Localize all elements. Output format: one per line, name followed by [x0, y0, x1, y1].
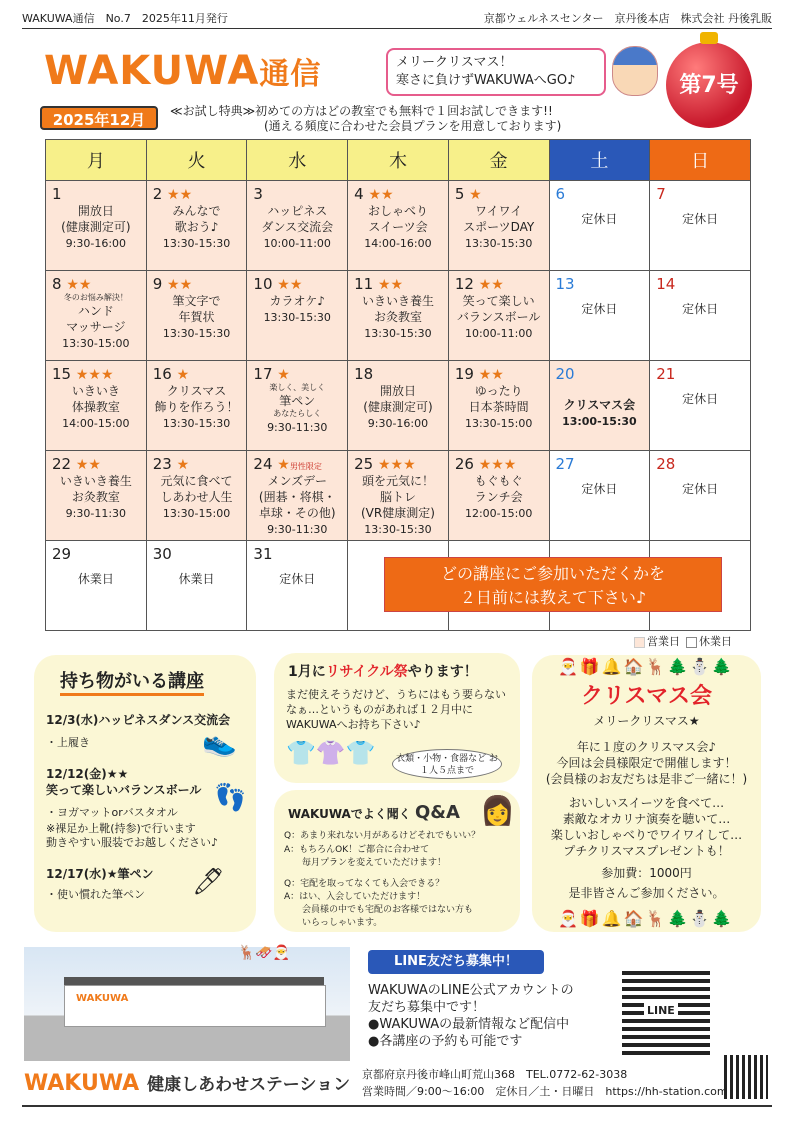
qa-line: Q：宅配を取ってなくても入会できる？: [284, 879, 445, 889]
items-line: 笑って楽しいバランスボール: [46, 783, 202, 797]
qa-title-b: Q&A: [415, 802, 460, 823]
line-text-3: ●WAKUWAの最新情報など配信中: [368, 1017, 570, 1032]
calendar-day-cell: [650, 271, 751, 361]
day-number: [650, 361, 750, 383]
calendar-day-cell: [247, 271, 348, 361]
day-number-text: 31: [253, 545, 273, 563]
event-tm: 10:00-11:00: [464, 327, 533, 340]
xmas-line: (会員様のお友だちは是非ご一緒に！): [545, 772, 748, 786]
top-header-line: [22, 10, 772, 29]
event-tm: 9:30-11:30: [267, 421, 328, 434]
logo-brand: WAKUWA: [44, 48, 260, 94]
calendar-week-row: [46, 271, 751, 361]
day-number: [449, 451, 549, 473]
calendar-day-cell: [448, 451, 549, 541]
day-number: [550, 541, 650, 545]
event-l2: ダンス交流会: [261, 220, 334, 234]
day-number: [247, 271, 347, 293]
event-tiny: 楽しく、美しく: [269, 383, 326, 392]
items-line: ・上履き: [46, 736, 90, 749]
difficulty-stars: ★★★: [377, 457, 416, 473]
line-text-4: ●各講座の予約も可能です: [368, 1034, 523, 1049]
event-l1: 定休日: [581, 302, 618, 316]
qa-panel: [274, 790, 520, 932]
weekday-fri: 金: [448, 140, 549, 181]
event-l1: いきいき: [71, 384, 120, 398]
open-day-swatch: [634, 637, 645, 648]
day-number: [348, 541, 448, 545]
event-tiny: 冬のお悩み解決！: [63, 293, 128, 302]
calendar-day-cell: [46, 181, 147, 271]
footer-tagline: 健康しあわせステーション: [147, 1075, 351, 1095]
bubble-line2: 寒さに負けずWAKUWAへGO♪: [396, 73, 576, 88]
footer-brand: WAKUWA: [24, 1071, 140, 1096]
event-l1: 定休日: [682, 302, 719, 316]
qa-line: いらっしゃいます。: [284, 918, 383, 928]
event-tm: 10:00-11:00: [263, 237, 331, 250]
event-l1: ハッピネス: [267, 204, 328, 218]
speech-bubble: [386, 48, 606, 96]
calendar-day-cell: [247, 181, 348, 271]
day-number: [650, 451, 750, 473]
calendar-day-cell: [348, 361, 449, 451]
brush-pen-icon: 🖊: [192, 867, 226, 897]
xmas-line: メリークリスマス★: [593, 714, 700, 728]
calendar-day-cell: [46, 451, 147, 541]
day-number: [147, 541, 247, 563]
difficulty-stars: ★: [469, 187, 482, 203]
calendar-day-cell: [549, 361, 650, 451]
day-number-text: 24: [253, 455, 273, 473]
calendar-day-cell: [46, 361, 147, 451]
weekday-sun: 日: [650, 140, 751, 181]
calendar-day-cell: [146, 271, 247, 361]
day-number-text: 13: [555, 275, 575, 293]
xmas-line: 楽しいおしゃべりでワイワイして…: [550, 828, 743, 842]
event-l2: バランスボール: [456, 310, 541, 324]
event-l1: いきいき養生: [361, 294, 434, 308]
day-number: [46, 451, 146, 473]
event-l1: 休業日: [178, 572, 215, 586]
day-number-text: 16: [152, 365, 172, 383]
calendar-legend: [634, 633, 732, 649]
calendar-day-cell: [46, 541, 147, 631]
line-text-1: WAKUWAのLINE公式アカウントの: [368, 983, 574, 998]
event-l1: ワイワイ: [475, 204, 523, 218]
calendar-day-cell: [448, 361, 549, 451]
event-l1: 定休日: [682, 392, 719, 406]
day-number-text: 27: [555, 455, 575, 473]
recycle-title: [288, 661, 478, 681]
calendar-day-cell: [348, 181, 449, 271]
qa-title: [288, 802, 460, 823]
day-number: [550, 361, 650, 383]
xmas-title: クリスマス会: [580, 684, 713, 709]
publisher-info: 京都ウェルネスセンター 京丹後本店 株式会社 丹後乳販: [483, 12, 772, 25]
event-l2: 歌おう♪: [174, 220, 219, 234]
xmas-line: 是非皆さんご参加ください。: [568, 886, 725, 900]
day-number: [449, 181, 549, 203]
sneaker-icon: 👟: [202, 725, 237, 758]
difficulty-stars: ★★★: [75, 367, 114, 383]
event-tm: 13:00-15:30: [562, 415, 637, 428]
event-l1: いきいき養生: [59, 474, 132, 488]
calendar-day-cell: [549, 271, 650, 361]
day-number: [348, 451, 448, 473]
event-l1: 定休日: [581, 482, 618, 496]
event-l1: みんなで: [172, 204, 221, 218]
day-number: [147, 451, 247, 473]
issue-info: WAKUWA通信 No.7 2025年11月発行: [22, 12, 228, 25]
day-number: [147, 271, 247, 293]
difficulty-stars: ★: [277, 457, 290, 473]
event-l2: 年賀状: [178, 310, 215, 324]
event-l2: お灸教室: [71, 490, 120, 504]
logo-suffix: 通信: [259, 57, 322, 92]
notice-banner: [384, 557, 722, 612]
calendar-day-cell: [448, 271, 549, 361]
event-l2: (健康測定可): [363, 400, 433, 414]
qa-title-a: WAKUWAでよく聞く: [288, 807, 411, 821]
calendar-day-cell: [549, 181, 650, 271]
event-l1: 元気に食べて: [160, 474, 233, 488]
day-number: [147, 361, 247, 383]
legend-closed: 休業日: [699, 635, 732, 648]
difficulty-stars: ★★: [75, 457, 101, 473]
event-l1: 定休日: [682, 482, 719, 496]
items-line: 12/17(水)★筆ペン: [46, 867, 154, 881]
day-number-text: 28: [656, 455, 676, 473]
qa-line: A：はい、入会していただけます！: [284, 892, 426, 902]
items-line: 12/3(水)ハッピネスダンス交流会: [46, 713, 231, 727]
bubble-line1: メリークリスマス！: [396, 55, 513, 70]
issue-number: 第7号: [679, 73, 739, 98]
footer-divider: [22, 1105, 772, 1107]
christmas-decoration-icons-bottom: 🎅🎁🔔🏠🦌🌲⛄🌲: [558, 909, 734, 928]
event-tm: 13:30-15:30: [162, 327, 231, 340]
day-number: [348, 361, 448, 383]
santa-sleigh-icon: 🦌🛷🎅: [238, 945, 291, 961]
day-number: [46, 361, 146, 383]
day-number: [147, 181, 247, 203]
event-l1: 開放日: [77, 204, 114, 218]
footer-info: [362, 1066, 728, 1100]
day-number: [247, 181, 347, 203]
event-tm: 14:00-15:00: [62, 417, 130, 430]
qa-line: A：もちろんOK！ご都合に合わせて: [284, 845, 430, 855]
calendar-day-cell: [549, 451, 650, 541]
xmas-line: 参加費：1000円: [601, 866, 692, 880]
clothes-icon: 👕👚👕: [286, 739, 376, 767]
difficulty-stars: ★★★: [478, 457, 517, 473]
weekday-wed: 水: [247, 140, 348, 181]
recycle-title-b: リサイクル祭: [325, 664, 408, 680]
event-tm: 13:30-15:30: [364, 327, 432, 340]
xmas-line: 年に１度のクリスマス会♪: [576, 740, 717, 754]
event-l1: 定休日: [279, 572, 316, 586]
items-line: 動きやすい服装でお越しください♪: [46, 836, 219, 849]
christmas-party-panel: [532, 655, 761, 932]
footer-address: 京都府京丹後市峰山町荒山368 TEL.0772-62-3038: [362, 1068, 628, 1081]
difficulty-stars: ★★: [277, 277, 303, 293]
event-tiny2: あなたらしく: [273, 409, 322, 418]
day-number: [247, 451, 347, 473]
intro-line1: ≪お試し特典≫初めての方はどの教室でも無料で１回お試しできます!!: [170, 104, 553, 118]
event-l1: 開放日: [379, 384, 416, 398]
day-number: [550, 451, 650, 473]
footer-logo: [24, 1070, 350, 1096]
calendar-day-cell: [650, 451, 751, 541]
closed-day-swatch: [686, 637, 697, 648]
event-l2: しあわせ人生: [160, 490, 233, 504]
weekday-tue: 火: [146, 140, 247, 181]
line-qr-code[interactable]: [618, 963, 714, 1059]
items-line: ・ヨガマットorバスタオル: [46, 806, 178, 819]
legend-open: 営業日: [647, 635, 680, 648]
items-line: ・使い慣れた筆ペン: [46, 888, 145, 901]
difficulty-stars: ★★: [377, 277, 404, 293]
items-needed-panel: [34, 655, 256, 932]
weekday-thu: 木: [348, 140, 449, 181]
qa-line: Q：あまり来れない月があるけどそれでもいい？: [284, 831, 481, 841]
difficulty-stars: ★★: [368, 187, 394, 203]
notice-line1: どの講座にご参加いただくかを: [440, 564, 665, 583]
event-l2: ランチ会: [474, 490, 523, 504]
day-number-text: 6: [555, 185, 566, 203]
recycle-panel: [274, 653, 520, 783]
line-body: [368, 982, 574, 1050]
day-number-text: 5: [454, 185, 465, 203]
event-l1: クリスマス: [166, 384, 227, 398]
event-tm: 14:00-16:00: [364, 237, 432, 250]
calendar-week-row: [46, 361, 751, 451]
calendar-day-cell: [146, 181, 247, 271]
day-number-text: 12: [454, 275, 474, 293]
event-tm: 13:30-15:30: [364, 523, 432, 536]
event-l2: 日本茶時間: [468, 400, 529, 414]
difficulty-stars: ★: [277, 367, 290, 383]
event-tm: 13:30-15:30: [263, 311, 331, 324]
event-l2: (囲碁・将棋・: [258, 490, 336, 504]
day-number-text: 9: [152, 275, 163, 293]
event-l2: お灸教室: [373, 310, 422, 324]
recycle-title-a: 1月に: [288, 664, 326, 680]
difficulty-stars: ★★: [478, 367, 504, 383]
christmas-ornament-issue-badge: [666, 42, 752, 128]
event-tm: 13:30-15:30: [162, 237, 231, 250]
footprint-icon: 👣: [214, 783, 247, 813]
day-number-text: 19: [454, 365, 474, 383]
event-tm: 13:30-15:30: [464, 237, 533, 250]
event-tm: 13:30-15:30: [162, 417, 231, 430]
day-number-text: 30: [152, 545, 172, 563]
event-l2: 体操教室: [71, 400, 120, 414]
recycle-note: 衣類・小物・食器など お１人５点まで: [392, 749, 502, 779]
calendar-day-cell: [146, 451, 247, 541]
day-number-text: 8: [52, 275, 62, 293]
event-l1: 笑って楽しい: [462, 294, 535, 308]
calendar-day-cell: [348, 451, 449, 541]
event-l1: 筆文字で: [172, 294, 221, 308]
calendar-week-row: [46, 181, 751, 271]
footer-hours: 営業時間／9:00～16:00 定休日／土・日曜日 https://hh-station.com: [362, 1085, 728, 1098]
event-tm: 13:30-15:00: [464, 417, 533, 430]
day-number-text: 22: [52, 455, 72, 473]
weekday-sat: 土: [549, 140, 650, 181]
event-l2: マッサージ: [66, 320, 126, 334]
day-number: [247, 361, 347, 383]
event-tm: 9:30-11:30: [267, 523, 328, 536]
day-number: [550, 271, 650, 293]
day-number-text: 29: [52, 545, 72, 563]
difficulty-stars: ★★: [167, 187, 193, 203]
day-number: [46, 271, 146, 293]
event-tag: 男性限定: [289, 462, 322, 471]
event-l2: 脳トレ: [379, 490, 416, 504]
qa-line: 会員様の中でも宅配のお客様ではない方も: [284, 905, 474, 915]
newsletter-logo: [44, 48, 321, 94]
calendar-day-cell: [146, 541, 247, 631]
items-line: 12/12(金)★★: [46, 767, 129, 781]
difficulty-stars: ★★: [478, 277, 504, 293]
event-l1: メンズデー: [267, 474, 327, 488]
day-number: [550, 181, 650, 203]
event-l1: 定休日: [581, 212, 618, 226]
day-number-text: 4: [354, 185, 364, 203]
event-l1: おしゃべり: [367, 204, 428, 218]
event-l1: 筆ペン: [279, 394, 316, 408]
calendar-day-cell: [448, 181, 549, 271]
calendar-day-cell: [348, 271, 449, 361]
event-tm: 9:30-16:00: [65, 237, 127, 250]
weekday-mon: 月: [46, 140, 147, 181]
qa-line: 毎月プランを変えていただけます！: [284, 858, 447, 868]
event-tm: 13:30-15:00: [162, 507, 231, 520]
day-number: [348, 181, 448, 203]
christmas-decoration-icons: 🎅🎁🔔🏠🦌🌲⛄🌲: [558, 657, 734, 676]
day-number: [46, 541, 146, 563]
difficulty-stars: ★: [176, 457, 190, 473]
difficulty-stars: ★★: [66, 277, 92, 293]
day-number-text: 2: [152, 185, 163, 203]
day-number-text: 23: [152, 455, 172, 473]
xmas-line: 今回は会員様限定で開催します！: [556, 756, 737, 770]
website-qr-code[interactable]: [724, 1055, 768, 1099]
day-number-text: 26: [454, 455, 474, 473]
day-number-text: 7: [656, 185, 666, 203]
event-l1: クリスマス会: [563, 398, 636, 412]
event-l3: (VR健康測定): [361, 506, 435, 520]
day-number: [247, 541, 347, 563]
calendar-day-cell: [650, 181, 751, 271]
xmas-line: 素敵なオカリナ演奏を聴いて…: [562, 812, 731, 826]
weekday-header-row: [46, 140, 751, 181]
event-l2: スポーツDAY: [463, 220, 535, 234]
day-number-text: 15: [52, 365, 72, 383]
day-number-text: 3: [253, 185, 263, 203]
event-l3: 卓球・その他): [258, 506, 336, 520]
day-number: [650, 181, 750, 203]
event-l1: 休業日: [77, 572, 114, 586]
calendar-day-cell: [247, 361, 348, 451]
calendar-day-cell: [146, 361, 247, 451]
day-number: [449, 361, 549, 383]
event-l1: ゆったり: [474, 384, 523, 398]
difficulty-stars: ★★: [167, 277, 193, 293]
day-number-text: 25: [354, 455, 374, 473]
day-number-text: 18: [354, 365, 374, 383]
notice-line2: ２日前には教えて下さい♪: [459, 588, 647, 607]
month-badge: 2025年12月: [40, 106, 158, 130]
event-tm: 9:30-16:00: [367, 417, 429, 430]
day-number-text: 1: [52, 185, 62, 203]
day-number-text: 14: [656, 275, 676, 293]
qr-line-label: LINE: [644, 1003, 678, 1018]
calendar-day-cell: [650, 361, 751, 451]
day-number: [650, 271, 750, 293]
day-number-text: 20: [555, 365, 575, 383]
day-number-text: 17: [253, 365, 273, 383]
difficulty-stars: ★: [176, 367, 190, 383]
day-number-text: 21: [656, 365, 676, 383]
store-building-photo: [24, 947, 350, 1061]
building-logo: WAKUWA: [76, 993, 129, 1004]
day-number-text: 11: [354, 275, 374, 293]
event-tm: 13:30-15:00: [62, 337, 130, 350]
event-l2: (健康測定可): [61, 220, 131, 234]
xmas-line: プチクリスマスプレゼントも！: [563, 844, 730, 858]
xmas-line: おいしいスイーツを食べて…: [568, 796, 725, 810]
event-l2: 飾りを作ろう！: [154, 400, 239, 414]
event-l1: 定休日: [682, 212, 719, 226]
calendar-day-cell: [247, 541, 348, 631]
staff-face-icon: [612, 46, 658, 96]
line-friends-title: LINE友だち募集中！: [368, 950, 544, 974]
calendar-day-cell: [46, 271, 147, 361]
staff-woman-icon: 👩: [480, 794, 515, 827]
event-l2: スイーツ会: [368, 220, 428, 234]
event-l1: ハンド: [77, 304, 114, 318]
recycle-body: まだ使えそうだけど、うちにはもう要らないなぁ…というものがあれば１２月中にWAKUWAへお持ち下さい♪: [286, 688, 506, 731]
day-number-text: 10: [253, 275, 273, 293]
recycle-title-c: やります！: [407, 664, 478, 680]
calendar-week-row: [46, 451, 751, 541]
event-tm: 12:00-15:00: [464, 507, 533, 520]
day-number: [449, 541, 549, 545]
event-l1: カラオケ♪: [269, 294, 325, 308]
line-text-2: 友だち募集中です！: [368, 1000, 486, 1015]
items-line: ※裸足か上靴(持参)で行います: [46, 822, 196, 835]
calendar-day-cell: [247, 451, 348, 541]
event-tm: 9:30-11:30: [65, 507, 127, 520]
event-l1: 頭を元気に！: [361, 474, 434, 488]
trial-intro: [170, 104, 561, 134]
day-number: [449, 271, 549, 293]
event-l1: もぐもぐ: [474, 474, 523, 488]
items-title: 持ち物がいる講座: [60, 667, 204, 696]
intro-line2: (通える頻度に合わせた会員プランを用意しております): [264, 119, 562, 133]
day-number: [348, 271, 448, 293]
day-number: [650, 541, 750, 545]
day-number: [46, 181, 146, 203]
